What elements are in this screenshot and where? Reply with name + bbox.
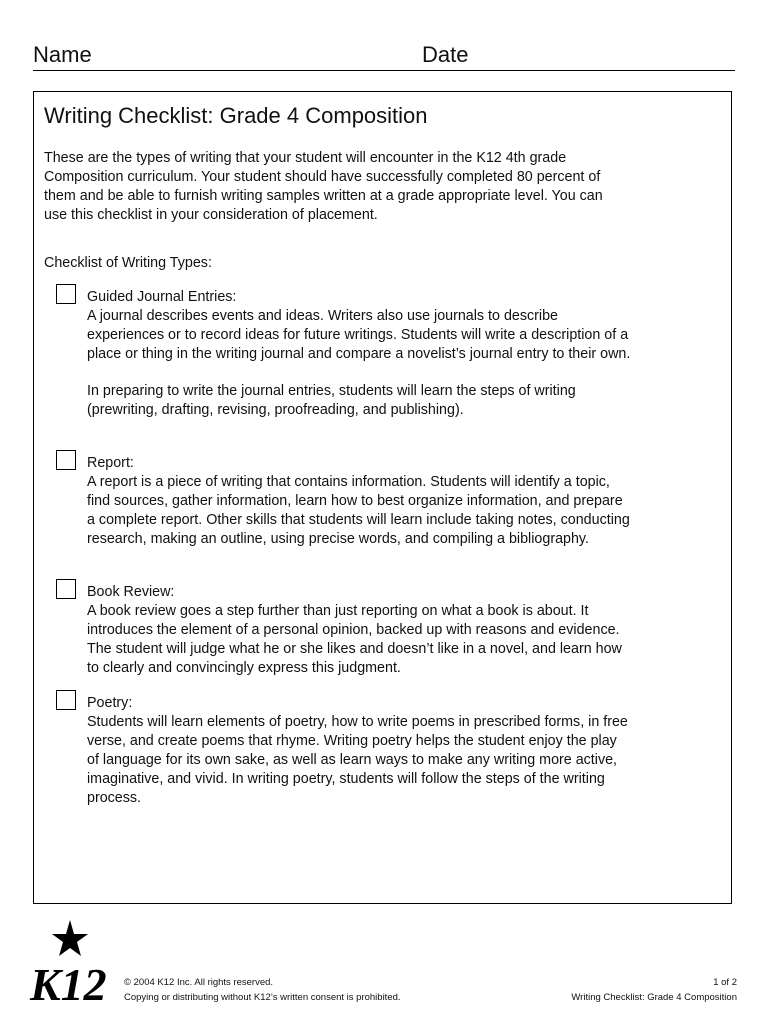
item-heading: Report:: [87, 455, 134, 471]
item-body: A book review goes a step further than just reporting on what a book is about. It introduces the element of a personal opinion, backed up with reasons and evidence. The student will judge what he or she likes and doesn’t like in a novel, and learn how to clearly and convincingly express this judgment.: [87, 603, 622, 676]
page-title: Writing Checklist: Grade 4 Composition: [44, 103, 428, 128]
item-body: A journal describes events and ideas. Writers also use journals to describe experiences or to record ideas for future writings. Students will write a description of a place or thing in the writing journal and compare a novelist’s journal entry to their own.: [87, 308, 631, 362]
item-body: Students will learn elements of poetry, how to write poems in prescribed forms, in free verse, and create poems that rhyme. Writing poetry helps the student enjoy the play of language for its own sake, as well as learn ways to make any writing more active, imaginative, and vivid. In writing poetry, students will follow the steps of the writing process.: [87, 714, 628, 806]
item-text: [87, 583, 632, 678]
footer-page-block: [571, 975, 737, 1005]
poetry-checkbox[interactable]: [56, 690, 76, 710]
item-text: [87, 288, 632, 420]
item-text: [87, 694, 632, 808]
checklist-label: Checklist of Writing Types:: [44, 255, 212, 271]
footer-copyright-block: [124, 975, 401, 1005]
item-text: [87, 454, 632, 549]
star-icon: [52, 920, 88, 956]
report-checkbox[interactable]: [56, 450, 76, 470]
copying-notice: Copying or distributing without K12’s written consent is prohibited.: [124, 992, 401, 1003]
journal-checkbox[interactable]: [56, 284, 76, 304]
checklist-box: [33, 91, 732, 904]
date-label: Date: [422, 42, 469, 67]
item-heading: Book Review:: [87, 584, 175, 600]
copyright-text: © 2004 K12 Inc. All rights reserved.: [124, 977, 274, 988]
item-body: A report is a piece of writing that contains information. Students will identify a topic, find sources, gather information, learn how to best organize information, and prepare a complete report. Other skills that students will learn include taking notes, conducting research, making an outline, using precise words, and compiling a bibliography.: [87, 474, 630, 547]
intro-paragraph: These are the types of writing that your student will encounter in the K12 4th grade Composition curriculum. Your student should have successfully completed 80 percent of them and be able to furnish writing samples written at a grade appropriate level. You can use this checklist in your consideration of placement.: [44, 150, 603, 223]
name-label: Name: [33, 42, 92, 67]
book-review-checkbox[interactable]: [56, 579, 76, 599]
item-body-secondary: In preparing to write the journal entries, students will learn the steps of writing (prewriting, drafting, revising, proofreading, and publishing).: [87, 383, 576, 418]
name-date-header: [33, 42, 735, 71]
k12-logo: [28, 914, 124, 1008]
footer-doc-title: Writing Checklist: Grade 4 Composition: [571, 992, 737, 1003]
item-heading: Poetry:: [87, 695, 133, 711]
page-number: 1 of 2: [713, 977, 737, 988]
item-heading: Guided Journal Entries:: [87, 289, 237, 305]
logo-text: K12: [30, 959, 107, 1008]
